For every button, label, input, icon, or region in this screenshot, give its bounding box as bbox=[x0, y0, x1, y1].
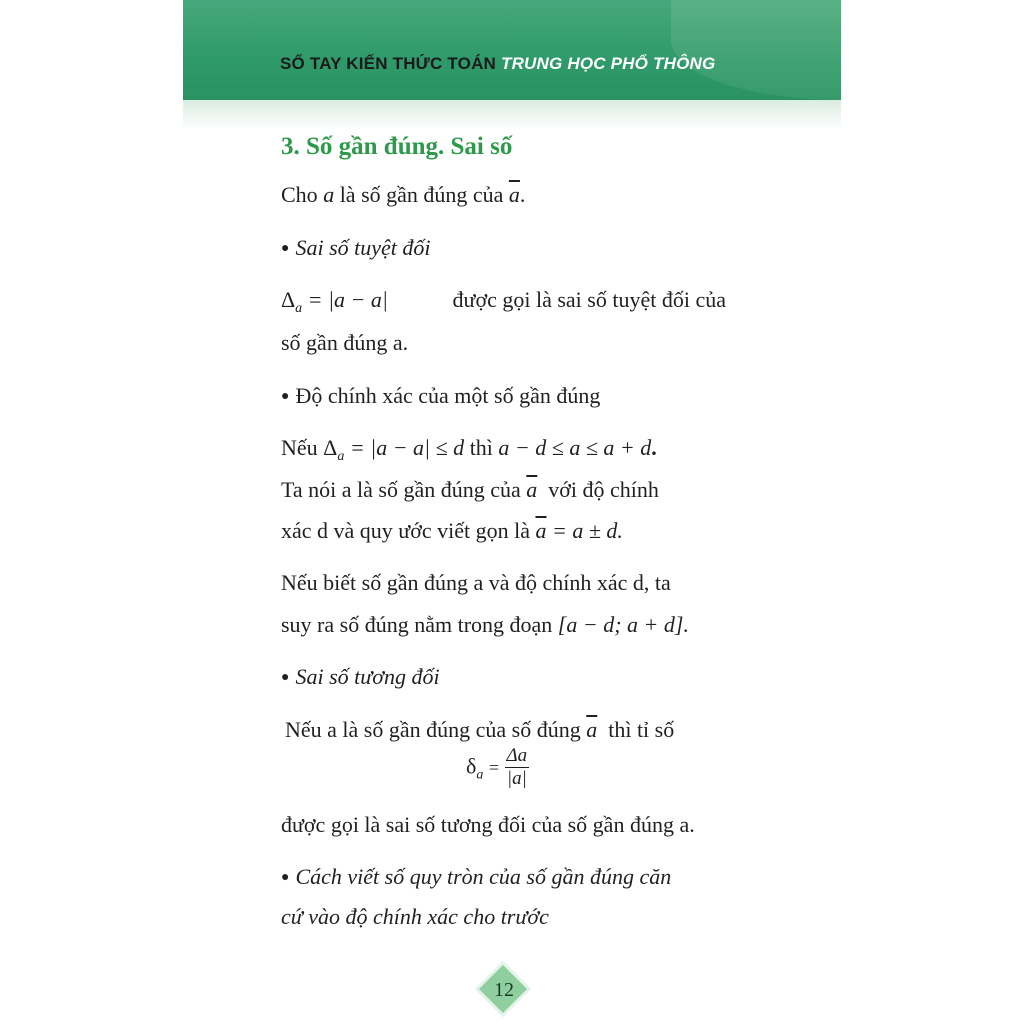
bullet-relative-error bbox=[281, 664, 440, 690]
intro-pre: Cho bbox=[281, 182, 318, 207]
relative-fraction bbox=[505, 746, 530, 791]
header-shadow bbox=[183, 100, 841, 130]
bullet-precision bbox=[281, 383, 600, 409]
delta-sub: a bbox=[337, 449, 345, 464]
bullet1-label: Sai số tuyệt đối bbox=[295, 235, 431, 260]
header-title-plain: SỔ TAY KIẾN THỨC TOÁN bbox=[280, 54, 497, 73]
bullet-icon: ● bbox=[281, 241, 290, 256]
relative-error-formula: $\delta_a$ = $\frac{\Delta a}{|a|}$ bbox=[466, 745, 528, 789]
intro-line bbox=[281, 182, 525, 208]
delta-symbol: Δ bbox=[323, 435, 338, 460]
interval-formula: [a − d; a + d]. bbox=[557, 612, 689, 637]
header-title-highlight: TRUNG HỌC PHỔ THÔNG bbox=[500, 54, 716, 73]
header-title bbox=[280, 54, 715, 74]
prec-pre: Nếu bbox=[281, 435, 318, 460]
precision-text-1 bbox=[281, 477, 659, 503]
prec-formula: = |a − a| ≤ d bbox=[349, 435, 465, 460]
intro-end: . bbox=[519, 182, 526, 207]
relative-text-1 bbox=[285, 717, 674, 743]
prec-text1-post: với độ chính bbox=[548, 477, 659, 502]
intro-var: a bbox=[323, 182, 335, 207]
intro-bar-var: $\overline{a}$ bbox=[508, 182, 520, 207]
relative-text-2: được gọi là sai số tương đối của số gần đúng a. bbox=[281, 812, 695, 837]
prec-text2-formula: = a ± d. bbox=[551, 518, 623, 543]
bullet-absolute-error bbox=[281, 235, 431, 261]
page-number: 12 bbox=[494, 978, 514, 1001]
absolute-error-formula bbox=[281, 287, 388, 317]
rel-text1-post: thì tỉ số bbox=[608, 717, 675, 742]
bar-var: $\overline{a}$ bbox=[586, 717, 598, 742]
know-text-1: Nếu biết số gần đúng a và độ chính xác d, ta bbox=[281, 570, 671, 595]
bullet4-line1: Cách viết số quy tròn của số gần đúng căn bbox=[295, 864, 672, 889]
bar-var: $\overline{a}$ bbox=[535, 518, 547, 543]
abs-text-2: số gần đúng a. bbox=[281, 330, 409, 355]
prec-text2-pre: xác d và quy ước viết gọn là bbox=[281, 518, 530, 543]
bullet-rounding bbox=[281, 864, 671, 890]
fraction-denominator: |a| bbox=[506, 767, 527, 789]
precision-text-2 bbox=[281, 518, 623, 544]
intro-mid: là số gần đúng của bbox=[339, 182, 504, 207]
know-text2-pre: suy ra số đúng nằm trong đoạn bbox=[281, 612, 553, 637]
bullet-icon: ● bbox=[281, 870, 290, 885]
bullet4-line2: cứ vào độ chính xác cho trước bbox=[281, 904, 549, 929]
small-delta-sub: a bbox=[476, 767, 484, 783]
section-title: 3. Số gần đúng. Sai số bbox=[281, 133, 513, 160]
delta-sub: a bbox=[295, 301, 303, 316]
absolute-error-line bbox=[281, 287, 726, 317]
prec-end: . bbox=[651, 435, 657, 460]
page-number-badge bbox=[478, 966, 530, 1014]
bullet-icon: ● bbox=[281, 670, 290, 685]
abs-formula-rest: = |a − a| bbox=[307, 287, 388, 312]
small-delta: δ bbox=[466, 753, 477, 779]
delta-symbol: Δ bbox=[281, 287, 296, 312]
prec-mid: thì bbox=[469, 435, 493, 460]
bullet-icon: ● bbox=[281, 389, 290, 404]
prec-formula-2: a − d ≤ a ≤ a + d bbox=[498, 435, 652, 460]
bullet3-label: Sai số tương đối bbox=[295, 664, 440, 689]
rel-text1-pre: Nếu a là số gần đúng của số đúng bbox=[285, 717, 581, 742]
bullet2-label: Độ chính xác của một số gần đúng bbox=[295, 383, 601, 408]
prec-text1-pre: Ta nói a là số gần đúng của bbox=[281, 477, 521, 502]
precision-formula-line bbox=[281, 435, 657, 465]
bar-var: $\overline{a}$ bbox=[526, 477, 538, 502]
fraction-numerator: Δa bbox=[506, 745, 528, 766]
know-text-2 bbox=[281, 612, 689, 638]
abs-text: được gọi là sai số tuyệt đối của bbox=[452, 287, 726, 312]
